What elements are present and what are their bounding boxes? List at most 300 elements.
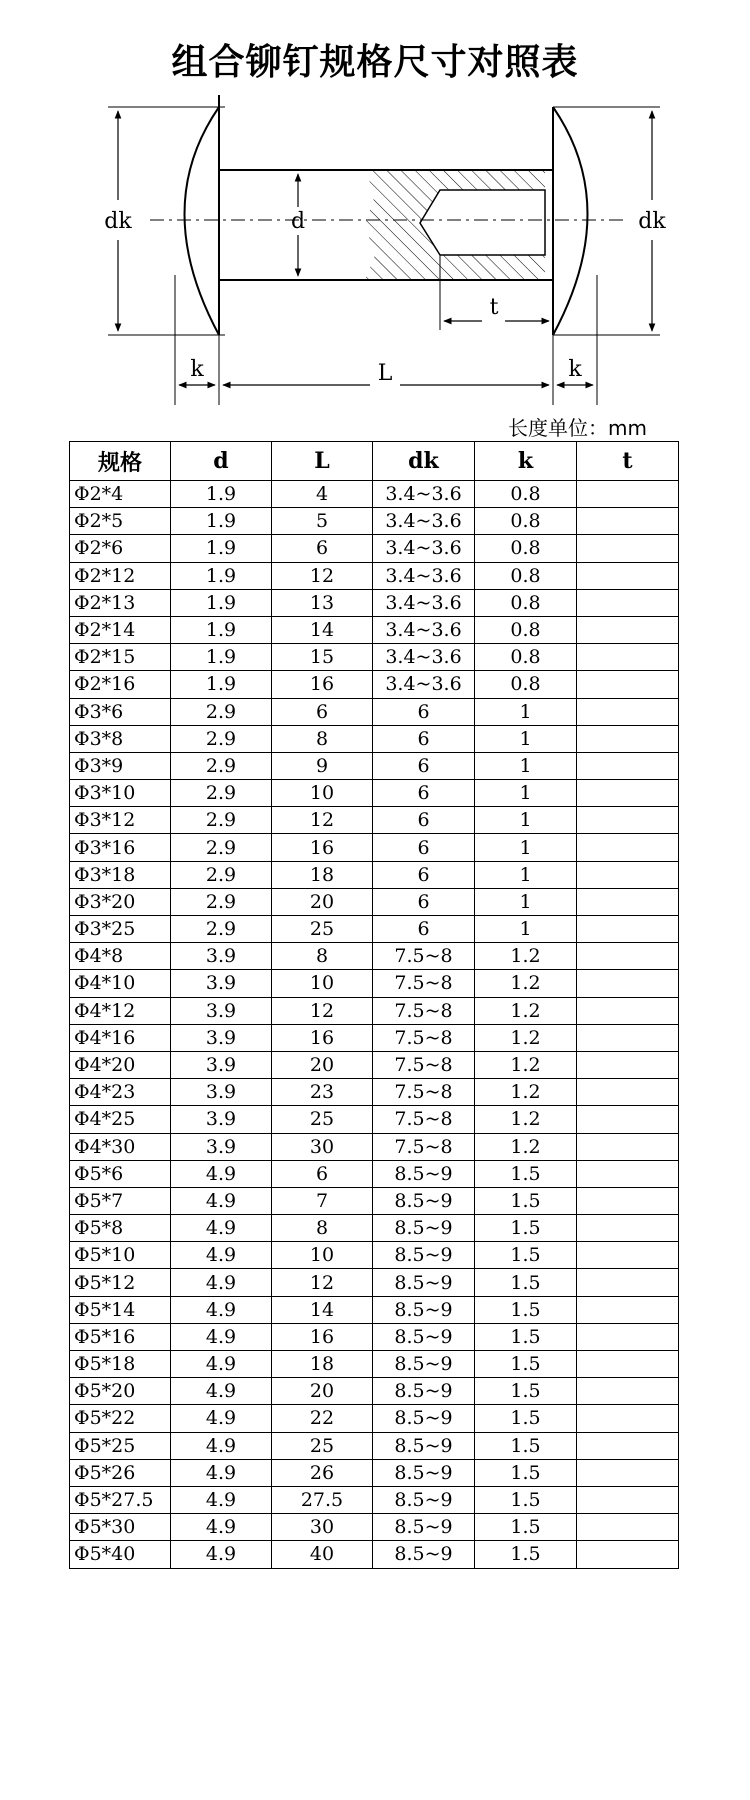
cell-d: 1.9 bbox=[171, 562, 272, 589]
dk-right-label: dk bbox=[638, 209, 666, 234]
cell-t bbox=[577, 644, 679, 671]
right-head bbox=[553, 107, 588, 335]
cell-L: 6 bbox=[272, 535, 373, 562]
cell-d: 1.9 bbox=[171, 481, 272, 508]
table-row bbox=[70, 997, 679, 1024]
cell-k: 1.5 bbox=[475, 1351, 577, 1378]
cell-k: 1 bbox=[475, 698, 577, 725]
cell-k: 1.5 bbox=[475, 1541, 577, 1568]
cell-L: 6 bbox=[272, 698, 373, 725]
cell-dk: 6 bbox=[373, 780, 475, 807]
cell-d: 2.9 bbox=[171, 698, 272, 725]
cell-k: 1 bbox=[475, 725, 577, 752]
cell-d: 4.9 bbox=[171, 1378, 272, 1405]
cell-L: 22 bbox=[272, 1405, 373, 1432]
cell-t bbox=[577, 698, 679, 725]
cell-L: 6 bbox=[272, 1160, 373, 1187]
table-row bbox=[70, 1405, 679, 1432]
cell-k: 1 bbox=[475, 888, 577, 915]
cell-L: 4 bbox=[272, 481, 373, 508]
cell-t bbox=[577, 1351, 679, 1378]
cell-spec: Φ5*22 bbox=[70, 1405, 171, 1432]
cell-t bbox=[577, 1541, 679, 1568]
cell-L: 20 bbox=[272, 888, 373, 915]
table-row bbox=[70, 1323, 679, 1350]
cell-t bbox=[577, 1459, 679, 1486]
cell-L: 8 bbox=[272, 943, 373, 970]
cell-d: 4.9 bbox=[171, 1541, 272, 1568]
cell-d: 4.9 bbox=[171, 1242, 272, 1269]
cell-dk: 8.5~9 bbox=[373, 1541, 475, 1568]
cell-t bbox=[577, 1514, 679, 1541]
cell-L: 12 bbox=[272, 1269, 373, 1296]
cell-k: 1.5 bbox=[475, 1405, 577, 1432]
rivet-diagram bbox=[0, 95, 750, 415]
cell-spec: Φ3*20 bbox=[70, 888, 171, 915]
cell-t bbox=[577, 1486, 679, 1513]
cell-d: 1.9 bbox=[171, 616, 272, 643]
cell-spec: Φ3*25 bbox=[70, 916, 171, 943]
cell-spec: Φ5*7 bbox=[70, 1187, 171, 1214]
cell-t bbox=[577, 888, 679, 915]
cell-t bbox=[577, 589, 679, 616]
cell-t bbox=[577, 1106, 679, 1133]
cell-dk: 8.5~9 bbox=[373, 1514, 475, 1541]
cell-dk: 6 bbox=[373, 916, 475, 943]
cell-L: 14 bbox=[272, 616, 373, 643]
cell-spec: Φ2*6 bbox=[70, 535, 171, 562]
cell-k: 0.8 bbox=[475, 644, 577, 671]
cell-L: 8 bbox=[272, 1215, 373, 1242]
table-row bbox=[70, 1459, 679, 1486]
cell-L: 13 bbox=[272, 589, 373, 616]
cell-t bbox=[577, 1242, 679, 1269]
cell-L: 10 bbox=[272, 970, 373, 997]
cell-d: 4.9 bbox=[171, 1160, 272, 1187]
cell-L: 12 bbox=[272, 997, 373, 1024]
cell-k: 1.5 bbox=[475, 1486, 577, 1513]
table-row bbox=[70, 834, 679, 861]
header-dk: dk bbox=[373, 442, 475, 481]
table-row bbox=[70, 508, 679, 535]
cell-k: 1 bbox=[475, 834, 577, 861]
cell-t bbox=[577, 1187, 679, 1214]
cell-d: 4.9 bbox=[171, 1459, 272, 1486]
cell-spec: Φ5*30 bbox=[70, 1514, 171, 1541]
cell-d: 4.9 bbox=[171, 1432, 272, 1459]
table-body bbox=[70, 481, 679, 1569]
cell-k: 1 bbox=[475, 916, 577, 943]
cell-t bbox=[577, 616, 679, 643]
cell-d: 3.9 bbox=[171, 943, 272, 970]
header-k: k bbox=[475, 442, 577, 481]
cell-spec: Φ3*10 bbox=[70, 780, 171, 807]
cell-spec: Φ5*14 bbox=[70, 1296, 171, 1323]
cell-d: 3.9 bbox=[171, 1079, 272, 1106]
inner-bore bbox=[420, 190, 545, 255]
cell-L: 26 bbox=[272, 1459, 373, 1486]
cell-k: 1.2 bbox=[475, 1106, 577, 1133]
table-row bbox=[70, 644, 679, 671]
cell-dk: 7.5~8 bbox=[373, 1024, 475, 1051]
cell-spec: Φ3*8 bbox=[70, 725, 171, 752]
cell-spec: Φ4*25 bbox=[70, 1106, 171, 1133]
cell-k: 1.5 bbox=[475, 1432, 577, 1459]
cell-t bbox=[577, 1323, 679, 1350]
cell-dk: 8.5~9 bbox=[373, 1486, 475, 1513]
table-row bbox=[70, 1269, 679, 1296]
cell-dk: 3.4~3.6 bbox=[373, 481, 475, 508]
cell-spec: Φ2*14 bbox=[70, 616, 171, 643]
cell-L: 5 bbox=[272, 508, 373, 535]
table-row bbox=[70, 1514, 679, 1541]
table-row bbox=[70, 1133, 679, 1160]
cell-d: 4.9 bbox=[171, 1215, 272, 1242]
cell-d: 4.9 bbox=[171, 1351, 272, 1378]
cell-d: 4.9 bbox=[171, 1514, 272, 1541]
cell-dk: 8.5~9 bbox=[373, 1242, 475, 1269]
cell-d: 2.9 bbox=[171, 861, 272, 888]
unit-label: 长度单位：mm bbox=[508, 416, 647, 440]
table-row bbox=[70, 1242, 679, 1269]
cell-L: 14 bbox=[272, 1296, 373, 1323]
header-L: L bbox=[272, 442, 373, 481]
cell-t bbox=[577, 752, 679, 779]
cell-t bbox=[577, 481, 679, 508]
cell-L: 27.5 bbox=[272, 1486, 373, 1513]
cell-k: 0.8 bbox=[475, 481, 577, 508]
t-label: t bbox=[489, 295, 499, 320]
cell-k: 1.5 bbox=[475, 1323, 577, 1350]
cell-dk: 8.5~9 bbox=[373, 1269, 475, 1296]
cell-spec: Φ2*15 bbox=[70, 644, 171, 671]
cell-k: 0.8 bbox=[475, 616, 577, 643]
table-row bbox=[70, 1486, 679, 1513]
cell-d: 2.9 bbox=[171, 916, 272, 943]
cell-t bbox=[577, 508, 679, 535]
table-row bbox=[70, 752, 679, 779]
cell-spec: Φ3*16 bbox=[70, 834, 171, 861]
cell-L: 25 bbox=[272, 1432, 373, 1459]
cell-L: 16 bbox=[272, 1323, 373, 1350]
cell-dk: 8.5~9 bbox=[373, 1215, 475, 1242]
cell-t bbox=[577, 671, 679, 698]
cell-L: 40 bbox=[272, 1541, 373, 1568]
cell-d: 2.9 bbox=[171, 752, 272, 779]
cell-spec: Φ4*8 bbox=[70, 943, 171, 970]
cell-d: 2.9 bbox=[171, 834, 272, 861]
table-row bbox=[70, 807, 679, 834]
cell-t bbox=[577, 1378, 679, 1405]
cell-dk: 6 bbox=[373, 807, 475, 834]
cell-dk: 3.4~3.6 bbox=[373, 508, 475, 535]
cell-L: 7 bbox=[272, 1187, 373, 1214]
cell-k: 1.5 bbox=[475, 1187, 577, 1214]
k-left-label: k bbox=[190, 357, 204, 382]
cell-d: 4.9 bbox=[171, 1405, 272, 1432]
cell-spec: Φ4*12 bbox=[70, 997, 171, 1024]
cell-spec: Φ2*16 bbox=[70, 671, 171, 698]
cell-spec: Φ3*9 bbox=[70, 752, 171, 779]
cell-spec: Φ5*10 bbox=[70, 1242, 171, 1269]
cell-k: 1.2 bbox=[475, 943, 577, 970]
cell-d: 3.9 bbox=[171, 970, 272, 997]
header-t: t bbox=[577, 442, 679, 481]
cell-k: 1.5 bbox=[475, 1378, 577, 1405]
cell-dk: 3.4~3.6 bbox=[373, 535, 475, 562]
cell-k: 0.8 bbox=[475, 562, 577, 589]
cell-t bbox=[577, 1079, 679, 1106]
cell-L: 18 bbox=[272, 861, 373, 888]
cell-L: 16 bbox=[272, 834, 373, 861]
cell-t bbox=[577, 780, 679, 807]
table-row bbox=[70, 481, 679, 508]
spec-table bbox=[69, 441, 679, 1569]
table-row bbox=[70, 861, 679, 888]
cell-k: 1 bbox=[475, 861, 577, 888]
cell-d: 2.9 bbox=[171, 807, 272, 834]
cell-spec: Φ4*10 bbox=[70, 970, 171, 997]
cell-d: 4.9 bbox=[171, 1269, 272, 1296]
cell-spec: Φ4*16 bbox=[70, 1024, 171, 1051]
cell-t bbox=[577, 970, 679, 997]
cell-dk: 3.4~3.6 bbox=[373, 671, 475, 698]
cell-L: 9 bbox=[272, 752, 373, 779]
table-row bbox=[70, 1106, 679, 1133]
cell-spec: Φ5*12 bbox=[70, 1269, 171, 1296]
table-row bbox=[70, 943, 679, 970]
cell-t bbox=[577, 1024, 679, 1051]
dk-left-label: dk bbox=[104, 209, 132, 234]
table-row bbox=[70, 1378, 679, 1405]
cell-d: 1.9 bbox=[171, 508, 272, 535]
cell-k: 1.2 bbox=[475, 1051, 577, 1078]
cell-dk: 6 bbox=[373, 861, 475, 888]
cell-k: 1.5 bbox=[475, 1160, 577, 1187]
cell-d: 4.9 bbox=[171, 1323, 272, 1350]
cell-spec: Φ5*18 bbox=[70, 1351, 171, 1378]
cell-t bbox=[577, 1296, 679, 1323]
cell-t bbox=[577, 943, 679, 970]
cell-d: 3.9 bbox=[171, 1024, 272, 1051]
cell-k: 1.5 bbox=[475, 1514, 577, 1541]
cell-d: 1.9 bbox=[171, 644, 272, 671]
table-row bbox=[70, 1187, 679, 1214]
cell-dk: 7.5~8 bbox=[373, 943, 475, 970]
d-label: d bbox=[290, 209, 306, 234]
cell-t bbox=[577, 725, 679, 752]
cell-spec: Φ4*20 bbox=[70, 1051, 171, 1078]
cell-L: 30 bbox=[272, 1133, 373, 1160]
cell-L: 23 bbox=[272, 1079, 373, 1106]
cell-d: 1.9 bbox=[171, 589, 272, 616]
cell-d: 3.9 bbox=[171, 1133, 272, 1160]
cell-t bbox=[577, 1051, 679, 1078]
cell-dk: 6 bbox=[373, 698, 475, 725]
table-row bbox=[70, 671, 679, 698]
cell-L: 15 bbox=[272, 644, 373, 671]
cell-dk: 6 bbox=[373, 888, 475, 915]
cell-dk: 3.4~3.6 bbox=[373, 644, 475, 671]
cell-t bbox=[577, 1215, 679, 1242]
left-head bbox=[185, 107, 220, 335]
cell-t bbox=[577, 1133, 679, 1160]
cell-spec: Φ2*4 bbox=[70, 481, 171, 508]
cell-dk: 7.5~8 bbox=[373, 1106, 475, 1133]
cell-dk: 8.5~9 bbox=[373, 1378, 475, 1405]
table-row bbox=[70, 1051, 679, 1078]
cell-k: 1.5 bbox=[475, 1215, 577, 1242]
cell-dk: 7.5~8 bbox=[373, 1051, 475, 1078]
cell-L: 25 bbox=[272, 916, 373, 943]
cell-d: 3.9 bbox=[171, 997, 272, 1024]
cell-dk: 7.5~8 bbox=[373, 1079, 475, 1106]
table-row bbox=[70, 1024, 679, 1051]
cell-spec: Φ2*12 bbox=[70, 562, 171, 589]
cell-k: 1.2 bbox=[475, 997, 577, 1024]
cell-spec: Φ5*26 bbox=[70, 1459, 171, 1486]
cell-spec: Φ3*18 bbox=[70, 861, 171, 888]
cell-L: 20 bbox=[272, 1051, 373, 1078]
cell-k: 0.8 bbox=[475, 589, 577, 616]
cell-t bbox=[577, 997, 679, 1024]
cell-k: 1.5 bbox=[475, 1269, 577, 1296]
cell-dk: 8.5~9 bbox=[373, 1351, 475, 1378]
cell-spec: Φ3*6 bbox=[70, 698, 171, 725]
cell-d: 2.9 bbox=[171, 725, 272, 752]
cell-k: 0.8 bbox=[475, 671, 577, 698]
table-row bbox=[70, 1432, 679, 1459]
cell-L: 18 bbox=[272, 1351, 373, 1378]
cell-spec: Φ5*6 bbox=[70, 1160, 171, 1187]
cell-L: 25 bbox=[272, 1106, 373, 1133]
cell-L: 30 bbox=[272, 1514, 373, 1541]
cell-k: 1 bbox=[475, 780, 577, 807]
cell-L: 16 bbox=[272, 1024, 373, 1051]
cell-t bbox=[577, 1160, 679, 1187]
table-row bbox=[70, 1079, 679, 1106]
cell-spec: Φ5*25 bbox=[70, 1432, 171, 1459]
cell-k: 1 bbox=[475, 752, 577, 779]
cell-k: 1.2 bbox=[475, 1133, 577, 1160]
table-row bbox=[70, 725, 679, 752]
L-label: L bbox=[377, 361, 393, 386]
cell-dk: 7.5~8 bbox=[373, 1133, 475, 1160]
cell-L: 12 bbox=[272, 562, 373, 589]
cell-L: 12 bbox=[272, 807, 373, 834]
cell-d: 3.9 bbox=[171, 1051, 272, 1078]
table-row bbox=[70, 1351, 679, 1378]
cell-L: 16 bbox=[272, 671, 373, 698]
cell-spec: Φ5*40 bbox=[70, 1541, 171, 1568]
cell-spec: Φ3*12 bbox=[70, 807, 171, 834]
cell-dk: 6 bbox=[373, 752, 475, 779]
cell-spec: Φ5*8 bbox=[70, 1215, 171, 1242]
table-row bbox=[70, 1296, 679, 1323]
cell-d: 2.9 bbox=[171, 888, 272, 915]
cell-d: 1.9 bbox=[171, 535, 272, 562]
cell-d: 2.9 bbox=[171, 780, 272, 807]
table-row bbox=[70, 1541, 679, 1568]
table-row bbox=[70, 616, 679, 643]
cell-d: 4.9 bbox=[171, 1296, 272, 1323]
table-row bbox=[70, 698, 679, 725]
cell-L: 8 bbox=[272, 725, 373, 752]
cell-dk: 3.4~3.6 bbox=[373, 589, 475, 616]
cell-d: 3.9 bbox=[171, 1106, 272, 1133]
cell-dk: 8.5~9 bbox=[373, 1296, 475, 1323]
header-row bbox=[70, 442, 679, 481]
k-right-label: k bbox=[568, 357, 582, 382]
cell-t bbox=[577, 562, 679, 589]
cell-k: 0.8 bbox=[475, 508, 577, 535]
cell-k: 1.5 bbox=[475, 1242, 577, 1269]
cell-t bbox=[577, 1405, 679, 1432]
cell-dk: 8.5~9 bbox=[373, 1432, 475, 1459]
cell-t bbox=[577, 834, 679, 861]
cell-t bbox=[577, 535, 679, 562]
cell-t bbox=[577, 1269, 679, 1296]
cell-dk: 8.5~9 bbox=[373, 1187, 475, 1214]
cell-k: 1.5 bbox=[475, 1296, 577, 1323]
page-title: 组合铆钉规格尺寸对照表 bbox=[171, 42, 579, 83]
cell-t bbox=[577, 916, 679, 943]
table-row bbox=[70, 535, 679, 562]
cell-dk: 7.5~8 bbox=[373, 997, 475, 1024]
cell-dk: 8.5~9 bbox=[373, 1323, 475, 1350]
header-d: d bbox=[171, 442, 272, 481]
table-row bbox=[70, 780, 679, 807]
cell-dk: 8.5~9 bbox=[373, 1160, 475, 1187]
cell-L: 10 bbox=[272, 780, 373, 807]
cell-spec: Φ4*30 bbox=[70, 1133, 171, 1160]
cell-dk: 3.4~3.6 bbox=[373, 562, 475, 589]
cell-spec: Φ2*5 bbox=[70, 508, 171, 535]
cell-dk: 8.5~9 bbox=[373, 1459, 475, 1486]
cell-spec: Φ5*16 bbox=[70, 1323, 171, 1350]
cell-k: 1 bbox=[475, 807, 577, 834]
cell-spec: Φ5*27.5 bbox=[70, 1486, 171, 1513]
cell-d: 4.9 bbox=[171, 1486, 272, 1513]
cell-dk: 3.4~3.6 bbox=[373, 616, 475, 643]
table-row bbox=[70, 970, 679, 997]
cell-d: 4.9 bbox=[171, 1187, 272, 1214]
cell-k: 1.2 bbox=[475, 1079, 577, 1106]
cell-spec: Φ2*13 bbox=[70, 589, 171, 616]
table-row bbox=[70, 888, 679, 915]
cell-t bbox=[577, 1432, 679, 1459]
cell-L: 10 bbox=[272, 1242, 373, 1269]
cell-k: 1.2 bbox=[475, 1024, 577, 1051]
cell-t bbox=[577, 861, 679, 888]
cell-dk: 8.5~9 bbox=[373, 1405, 475, 1432]
table-row bbox=[70, 589, 679, 616]
cell-dk: 7.5~8 bbox=[373, 970, 475, 997]
cell-dk: 6 bbox=[373, 834, 475, 861]
cell-k: 1.5 bbox=[475, 1459, 577, 1486]
cell-t bbox=[577, 807, 679, 834]
cell-spec: Φ5*20 bbox=[70, 1378, 171, 1405]
cell-L: 20 bbox=[272, 1378, 373, 1405]
cell-d: 1.9 bbox=[171, 671, 272, 698]
table-row bbox=[70, 1160, 679, 1187]
header-spec: 规格 bbox=[70, 442, 171, 481]
cell-dk: 6 bbox=[373, 725, 475, 752]
cell-k: 1.2 bbox=[475, 970, 577, 997]
cell-spec: Φ4*23 bbox=[70, 1079, 171, 1106]
table-row bbox=[70, 562, 679, 589]
table-row bbox=[70, 1215, 679, 1242]
